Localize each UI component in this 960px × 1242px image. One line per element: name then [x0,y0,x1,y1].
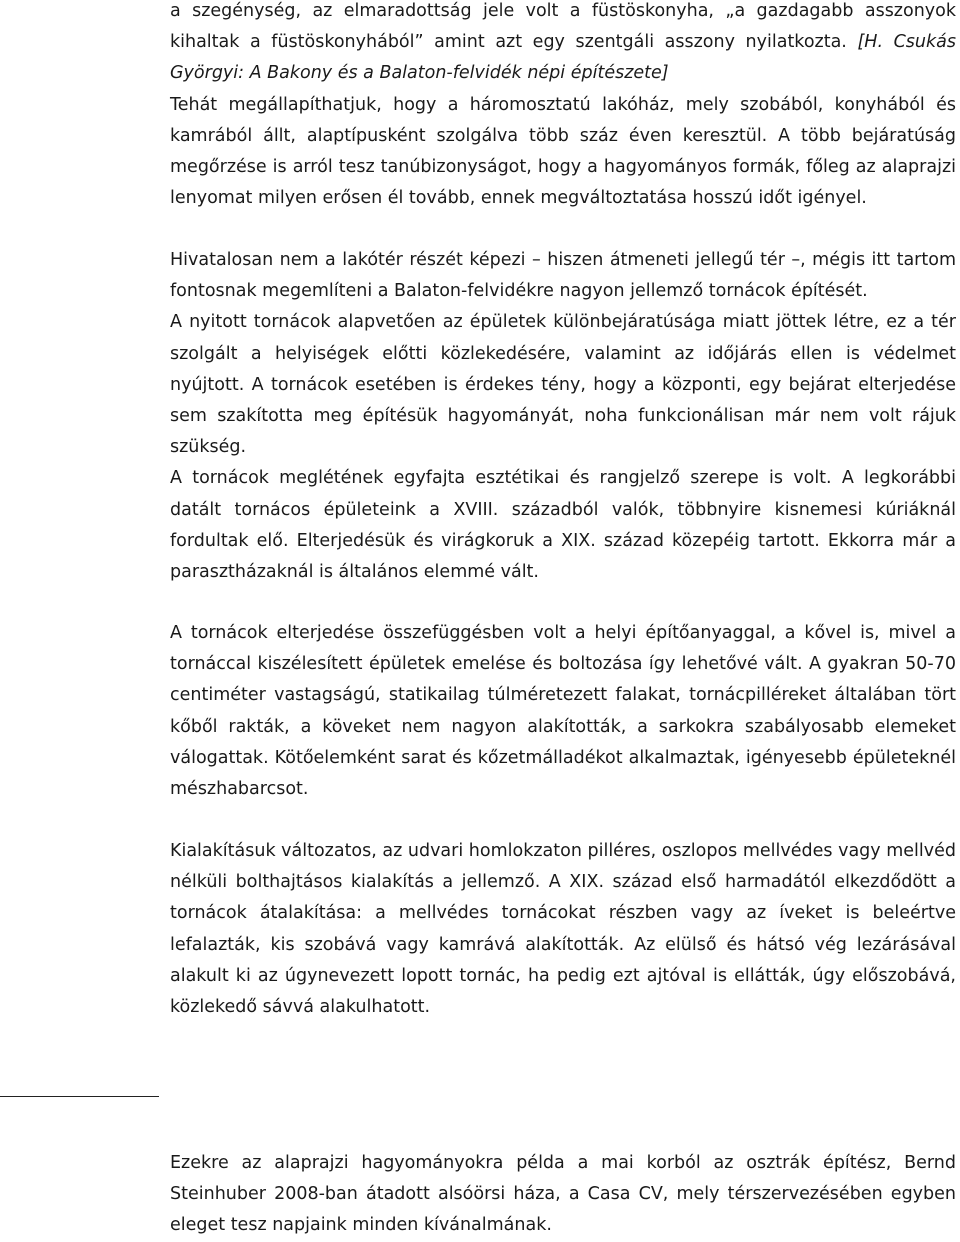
paragraph-elterjedes: A tornácok elterjedése összefüggésben volt a helyi építőanyaggal, a kővel is, mivel a tornáccal kiszélesített épületek emelése és boltozása így lehetővé vált. A gyakran 50-70 centiméter vastagságú, statikailag túlméretezett falakat, tornácpilléreket általában tört kőből rakták, a köveket nem nagyon alakították, a sarkokra szabályosabb elemeket válogattak. Kötőelemként sarat és kőzetmálladékot alkalmaztak, igényesebb épületeknél mészhabarcsot. [170,623,956,800]
footnote-section [170,1148,956,1242]
paragraph-esztetikai-szerep: A tornácok meglétének egyfajta esztétikai és rangjelző szerepe is volt. A legkorábbi datált tornácos épületeink a XVIII. századból valók, többnyire kisnemesi kúriáknál fordultak elő. Elterjedésük és virágkoruk a XIX. század közepéig tartott. Ekkorra már a parasztházaknál is általános elemmé vált. [170,468,956,583]
footnote-text: Ezekre az alaprajzi hagyományokra példa a mai korból az osztrák építész, Bernd Steinhuber 2008-ban átadott alsóörsi háza, a Casa CV, mely térszervezésében egyben eleget tesz napjaink minden kívánalmának. [170,1153,956,1236]
intro-section [170,0,956,214]
paragraph-kialakitas: Kialakításuk változatos, az udvari homlokzaton pilléres, oszlopos mellvédes vagy mellvéd nélküli bolthajtásos kialakítás a jellemző. A XIX. század első harmadától elkezdődött a tornácok átalakítása: a mellvédes tornácokat részben vagy az íveket is beleértve lefalazták, kis szobává vagy kamrává alakították. Az elülső és hátsó vég lezárásával alakult ki az úgynevezett lopott tornác, ha pedig ezt ajtóval is ellátták, úgy előszobává, közlekedő sávvá alakulhatott. [170,841,956,1018]
paragraph-hivatalosan: Hivatalosan nem a lakótér részét képezi – hiszen átmeneti jellegű tér –, mégis itt tartom fontosnak megemlíteni a Balaton-felvidékre nagyon jellemző tornácok építését. [170,250,956,302]
paragraph-text: a szegénység, az elmaradottság jele volt a füstöskonyha, „a gazdagabb asszonyok kihaltak a füstöskonyhából” amint azt egy szentgáli asszony nyilatkozta. [170,1,956,53]
paragraph-fustoskonyha [170,0,956,90]
tornac-section [170,245,956,588]
citation: [H. Csukás Györgyi: A Bakony és a Balaton-felvidék népi építészete] [170,32,956,84]
paragraph-nyitott-tornacok: A nyitott tornácok alapvetően az épületek különbejáratúsága miatt jöttek létre, ez a tér szolgált a helyiségek előtti közlekedésére, valamint az időjárás ellen is védelmet nyújtott. A tornácok esetében is érdekes tény, hogy a központi, egy bejárat elterjedése sem szakította meg építésük hagyományát, noha funkcionálisan már nem volt rájuk szükség. [170,312,956,458]
epitoanyag-section [170,618,956,805]
footnote-separator [0,1096,159,1097]
kialakitas-section [170,836,956,1023]
paragraph-haromosztatu: Tehát megállapíthatjuk, hogy a háromosztatú lakóház, mely szobából, konyhából és kamrából állt, alaptípusként szolgálva több száz éven keresztül. A több bejáratúság megőrzése is arról tesz tanúbizonyságot, hogy a hagyományos formák, főleg az alaprajzi lenyomat milyen erősen él tovább, ennek megváltoztatása hosszú időt igényel. [170,94,956,209]
